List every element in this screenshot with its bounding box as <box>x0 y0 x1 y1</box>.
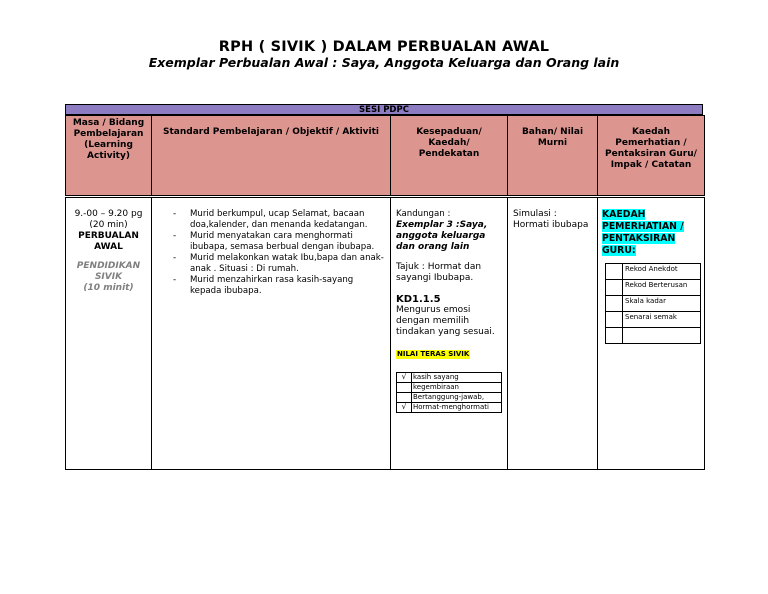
nilai-table <box>396 372 502 413</box>
kaedah-row <box>606 264 701 280</box>
checkbox-cell[interactable] <box>606 312 623 328</box>
time-text: 9.-00 – 9.20 pg <box>74 209 143 219</box>
kaedah-row <box>606 280 701 296</box>
activity-item: - Murid melakonkan watak Ibu,bapa dan anak-anak . Situasi : Di rumah. <box>190 253 386 275</box>
activity-item: - Murid menyatakan cara menghormati ibubapa, semasa berbual dengan ibubapa. <box>190 231 386 253</box>
col-header-kaedah: Kaedah Pemerhatian / Pentaksiran Guru/ Impak / Catatan <box>598 116 705 196</box>
col-header-standard: Standard Pembelajaran / Objektif / Aktiviti <box>152 116 391 196</box>
content-row <box>66 198 705 470</box>
kd-text: Mengurus emosi dengan memilih tindakan yang sesuai. <box>396 305 495 337</box>
kaedah-row <box>606 312 701 328</box>
activity-item: - Murid menzahirkan rasa kasih-sayang kepada ibubapa. <box>190 275 386 297</box>
check-mark: √ <box>397 403 412 413</box>
subject-text: PENDIDIKAN SIVIK <box>76 261 141 282</box>
nilai-teras-label: NILAI TERAS SIVIK <box>397 350 470 358</box>
kaedah-label: KAEDAH PEMERHATIAN / PENTAKSIRAN GURU: <box>602 209 684 256</box>
activity-item: - Murid berkumpul, ucap Selamat, bacaan doa,kalender, dan menanda kedatangan. <box>190 209 386 231</box>
nilai-label: Bertanggung-jawab, <box>412 393 502 403</box>
kaedah-option: Rekod Anekdot <box>623 264 701 280</box>
masa-cell <box>66 198 152 470</box>
kaedah-option: Senarai semak <box>623 312 701 328</box>
nilai-row <box>397 373 502 383</box>
bahan-text: Simulasi : Hormati ibubapa <box>513 209 589 230</box>
page-title: RPH ( SIVIK ) DALAM PERBUALAN AWAL <box>218 39 550 55</box>
checkbox-cell[interactable] <box>606 264 623 280</box>
kaedah-row <box>606 328 701 344</box>
subject-duration-text: (10 minit) <box>83 283 134 293</box>
nilai-row <box>397 383 502 393</box>
rph-table <box>65 115 705 470</box>
page-subtitle: Exemplar Perbualan Awal : Saya, Anggota Keluarga dan Orang lain <box>148 55 620 70</box>
kaedah-option: Rekod Berterusan <box>623 280 701 296</box>
checkbox-cell[interactable] <box>606 328 623 344</box>
kd-code: KD1.1.5 <box>396 294 441 305</box>
checkbox-cell[interactable] <box>606 296 623 312</box>
check-mark <box>397 383 412 393</box>
kaedah-row <box>606 296 701 312</box>
nilai-label: kasih sayang <box>412 373 502 383</box>
nilai-label: kegembiraan <box>412 383 502 393</box>
tajuk-text: Tajuk : Hormat dan sayangi Ibubapa. <box>396 262 482 283</box>
nilai-label: Hormat-menghormati <box>412 403 502 413</box>
kesepaduan-cell <box>391 198 508 470</box>
duration-text: (20 min) <box>89 220 128 230</box>
activity-list <box>152 209 390 297</box>
kaedah-option: Skala kadar <box>623 296 701 312</box>
sesi-pdpc-bar: SESI PDPC <box>65 104 703 115</box>
header-row <box>66 116 705 196</box>
nilai-row <box>397 403 502 413</box>
col-header-masa: Masa / Bidang Pembelajaran (Learning Activity) <box>66 116 152 196</box>
nilai-row <box>397 393 502 403</box>
bahan-cell <box>508 198 598 470</box>
check-mark <box>397 393 412 403</box>
exemplar-text: Exemplar 3 :Saya, anggota keluarga dan orang lain <box>396 220 488 252</box>
kaedah-cell <box>598 198 705 470</box>
area-text: PERBUALAN AWAL <box>78 231 139 252</box>
col-header-kesepaduan: Kesepaduan/ Kaedah/ Pendekatan <box>391 116 508 196</box>
check-mark: √ <box>397 373 412 383</box>
kaedah-option <box>623 328 701 344</box>
kandungan-label: Kandungan : <box>396 209 451 219</box>
aktiviti-cell <box>152 198 391 470</box>
checkbox-cell[interactable] <box>606 280 623 296</box>
col-header-bahan: Bahan/ Nilai Murni <box>508 116 598 196</box>
kaedah-table <box>605 263 701 344</box>
